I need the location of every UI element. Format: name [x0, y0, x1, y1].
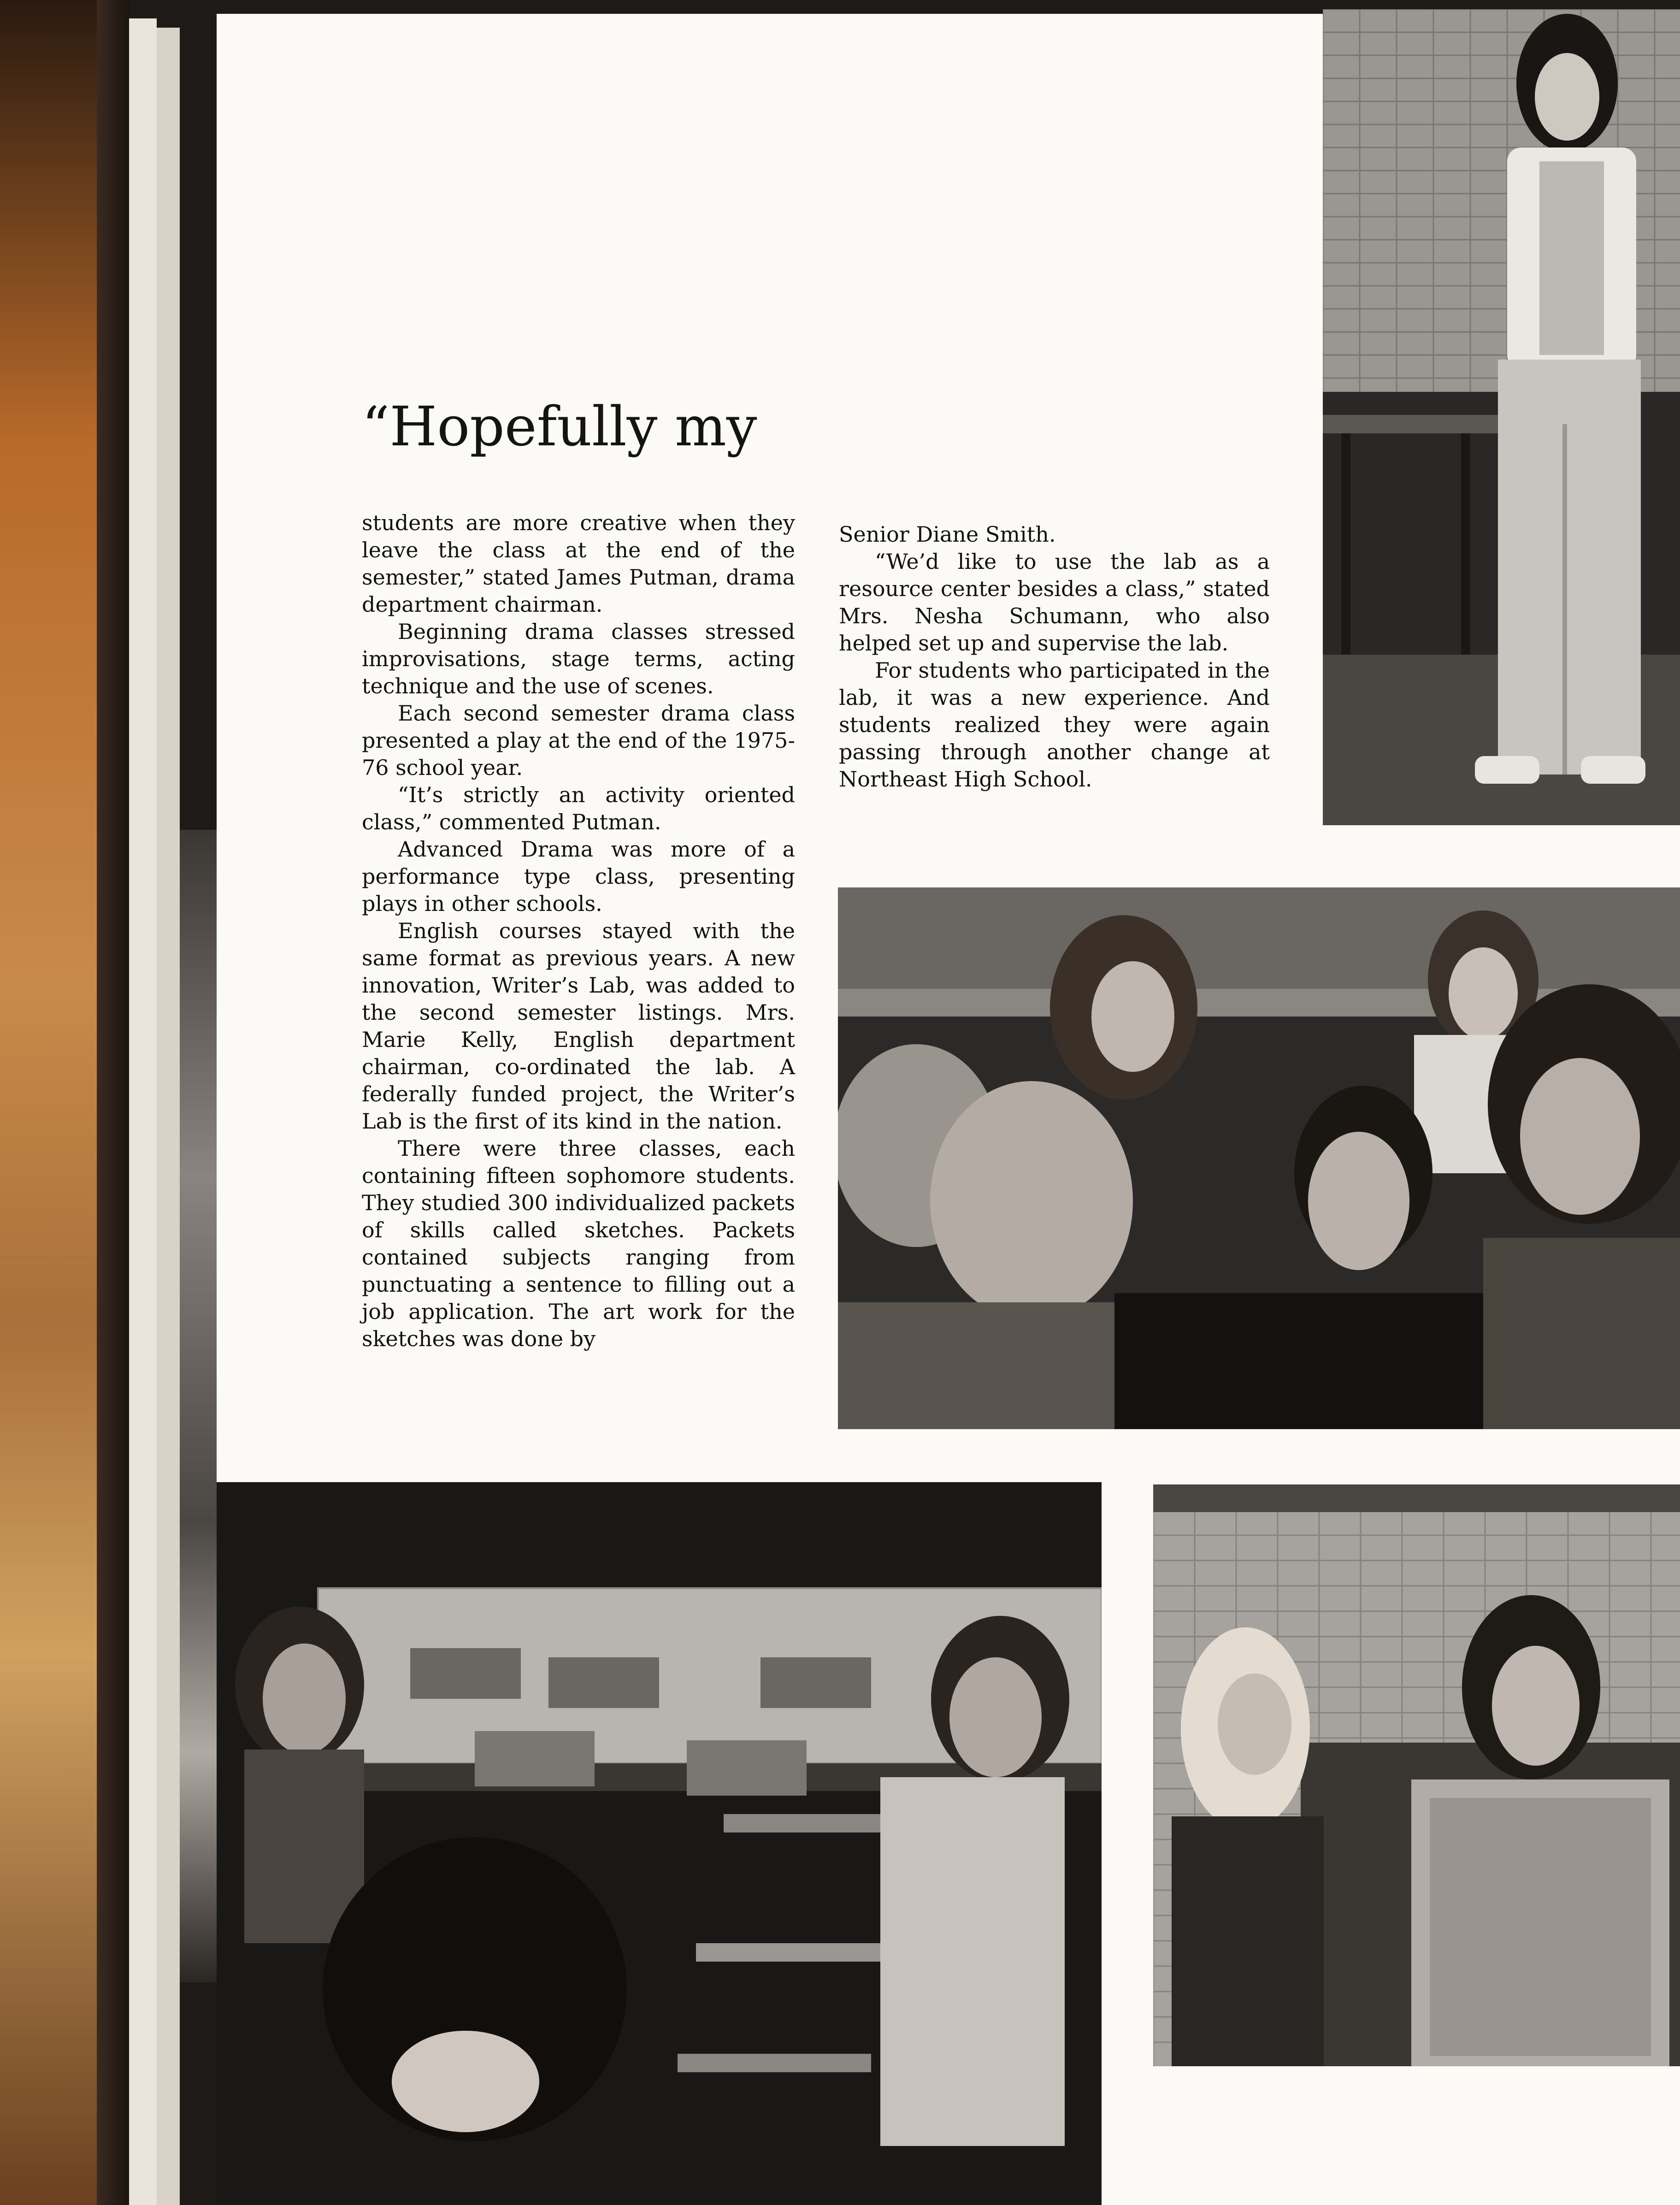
photo-two-students [1153, 1484, 1680, 2066]
page-edge [157, 28, 180, 2205]
paragraph: students are more creative when they leave the class at the end of the semester,” stated James Putman, drama department chairman. [362, 510, 795, 617]
article-headline: “Hopefully my [362, 395, 757, 458]
page-edge [129, 18, 157, 2205]
book-gutter [97, 0, 129, 2205]
facing-page-photo-edge [180, 830, 217, 1982]
text-column-left [362, 509, 795, 1353]
photo-student-walking [1323, 9, 1680, 825]
paragraph: Senior Diane Smith. [839, 522, 1056, 547]
paragraph: For students who participated in the lab, it was a new experience. And students realized they were again passing through another change at Northeast High School. [839, 658, 1270, 792]
paragraph: Each second semester drama class presented a play at the end of the 1975-76 school year. [362, 701, 795, 780]
book-spine-edge [0, 0, 97, 2205]
paragraph: There were three classes, each containing fifteen sophomore students. They studied 300 individualized packets of skills called sketches. Packets contained subjects ranging from punctuating a sentence to filling out a job application. The art work for the sketches was done by [362, 1136, 795, 1351]
photo-classroom-desks [217, 1482, 1102, 2205]
paragraph: “We’d like to use the lab as a resource center besides a class,” stated Mrs. Nesha Schumann, who also helped set up and supervise the lab. [839, 549, 1270, 656]
paragraph: Beginning drama classes stressed improvisations, stage terms, acting technique and the use of scenes. [362, 619, 795, 698]
paragraph: English courses stayed with the same format as previous years. A new innovation, Writer’s Lab, was added to the second semester listings. Mrs. Marie Kelly, English department chairman, co-ordinated the lab. A federally funded project, the Writer’s Lab is the first of its kind in the nation. [362, 918, 795, 1134]
photo-writers-lab-students [838, 887, 1680, 1429]
paragraph: “It’s strictly an activity oriented class,” commented Putman. [362, 782, 795, 834]
paragraph: Advanced Drama was more of a performance type class, presenting plays in other schools. [362, 837, 795, 916]
text-column-right [839, 521, 1270, 793]
